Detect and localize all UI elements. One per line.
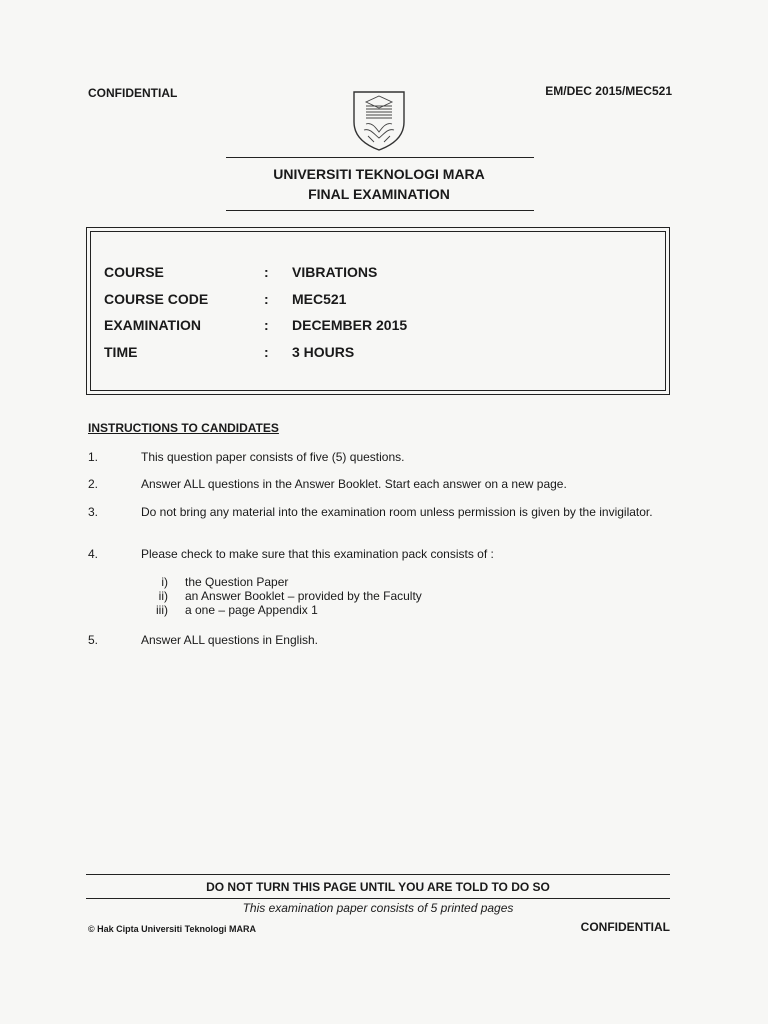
info-row-time	[104, 344, 644, 362]
instruction-text: Please check to make sure that this examination pack consists of :	[141, 547, 494, 561]
university-crest-icon	[350, 88, 408, 152]
info-label: EXAMINATION	[104, 317, 201, 333]
subitem-number: ii)	[158, 589, 168, 603]
header-exam-code: EM/DEC 2015/MEC521	[545, 84, 672, 98]
info-separator: :	[264, 291, 269, 307]
university-name: UNIVERSITI TEKNOLOGI MARA	[273, 166, 485, 182]
info-separator: :	[264, 344, 269, 360]
instruction-number: 2.	[88, 477, 99, 491]
page-count-note: This examination paper consists of 5 printed pages	[242, 901, 514, 915]
footer-confidential: CONFIDENTIAL	[580, 920, 670, 934]
footer-warning: DO NOT TURN THIS PAGE UNTIL YOU ARE TOLD TO DO SO	[206, 880, 550, 894]
course-info-box-inner	[90, 231, 666, 391]
footer-rule-top	[86, 874, 670, 875]
info-label: COURSE CODE	[104, 291, 209, 307]
instructions-title: INSTRUCTIONS TO CANDIDATES	[88, 421, 279, 435]
subitem-text: an Answer Booklet – provided by the Faculty	[185, 589, 422, 603]
instruction-number: 5.	[88, 633, 99, 647]
footer-rule-bottom	[86, 898, 670, 899]
info-label: COURSE	[104, 264, 164, 280]
subitem-text: the Question Paper	[185, 575, 289, 589]
info-row-course	[104, 264, 644, 282]
info-value: VIBRATIONS	[292, 264, 378, 280]
header-confidential: CONFIDENTIAL	[88, 86, 178, 100]
exam-title: FINAL EXAMINATION	[308, 186, 450, 202]
instruction-number: 3.	[88, 505, 99, 519]
copyright-notice: © Hak Cipta Universiti Teknologi MARA	[88, 924, 256, 934]
subitem-text: a one – page Appendix 1	[185, 603, 318, 617]
info-value: DECEMBER 2015	[292, 317, 408, 333]
info-row-examination	[104, 317, 644, 335]
instruction-text: Do not bring any material into the examination room unless permission is given by the invigilator.	[141, 505, 653, 519]
info-value: MEC521	[292, 291, 347, 307]
title-rule-bottom	[226, 210, 534, 211]
info-separator: :	[264, 264, 269, 280]
info-value: 3 HOURS	[292, 344, 355, 360]
info-label: TIME	[104, 344, 138, 360]
instruction-text: This question paper consists of five (5) questions.	[141, 450, 405, 464]
info-row-course-code	[104, 291, 644, 309]
title-rule-top	[226, 157, 534, 158]
subitem-number: i)	[161, 575, 168, 589]
instruction-text: Answer ALL questions in the Answer Booklet. Start each answer on a new page.	[141, 477, 567, 491]
info-separator: :	[264, 317, 269, 333]
instruction-number: 4.	[88, 547, 99, 561]
instruction-number: 1.	[88, 450, 99, 464]
subitem-number: iii)	[156, 603, 168, 617]
instruction-text: Answer ALL questions in English.	[141, 633, 318, 647]
